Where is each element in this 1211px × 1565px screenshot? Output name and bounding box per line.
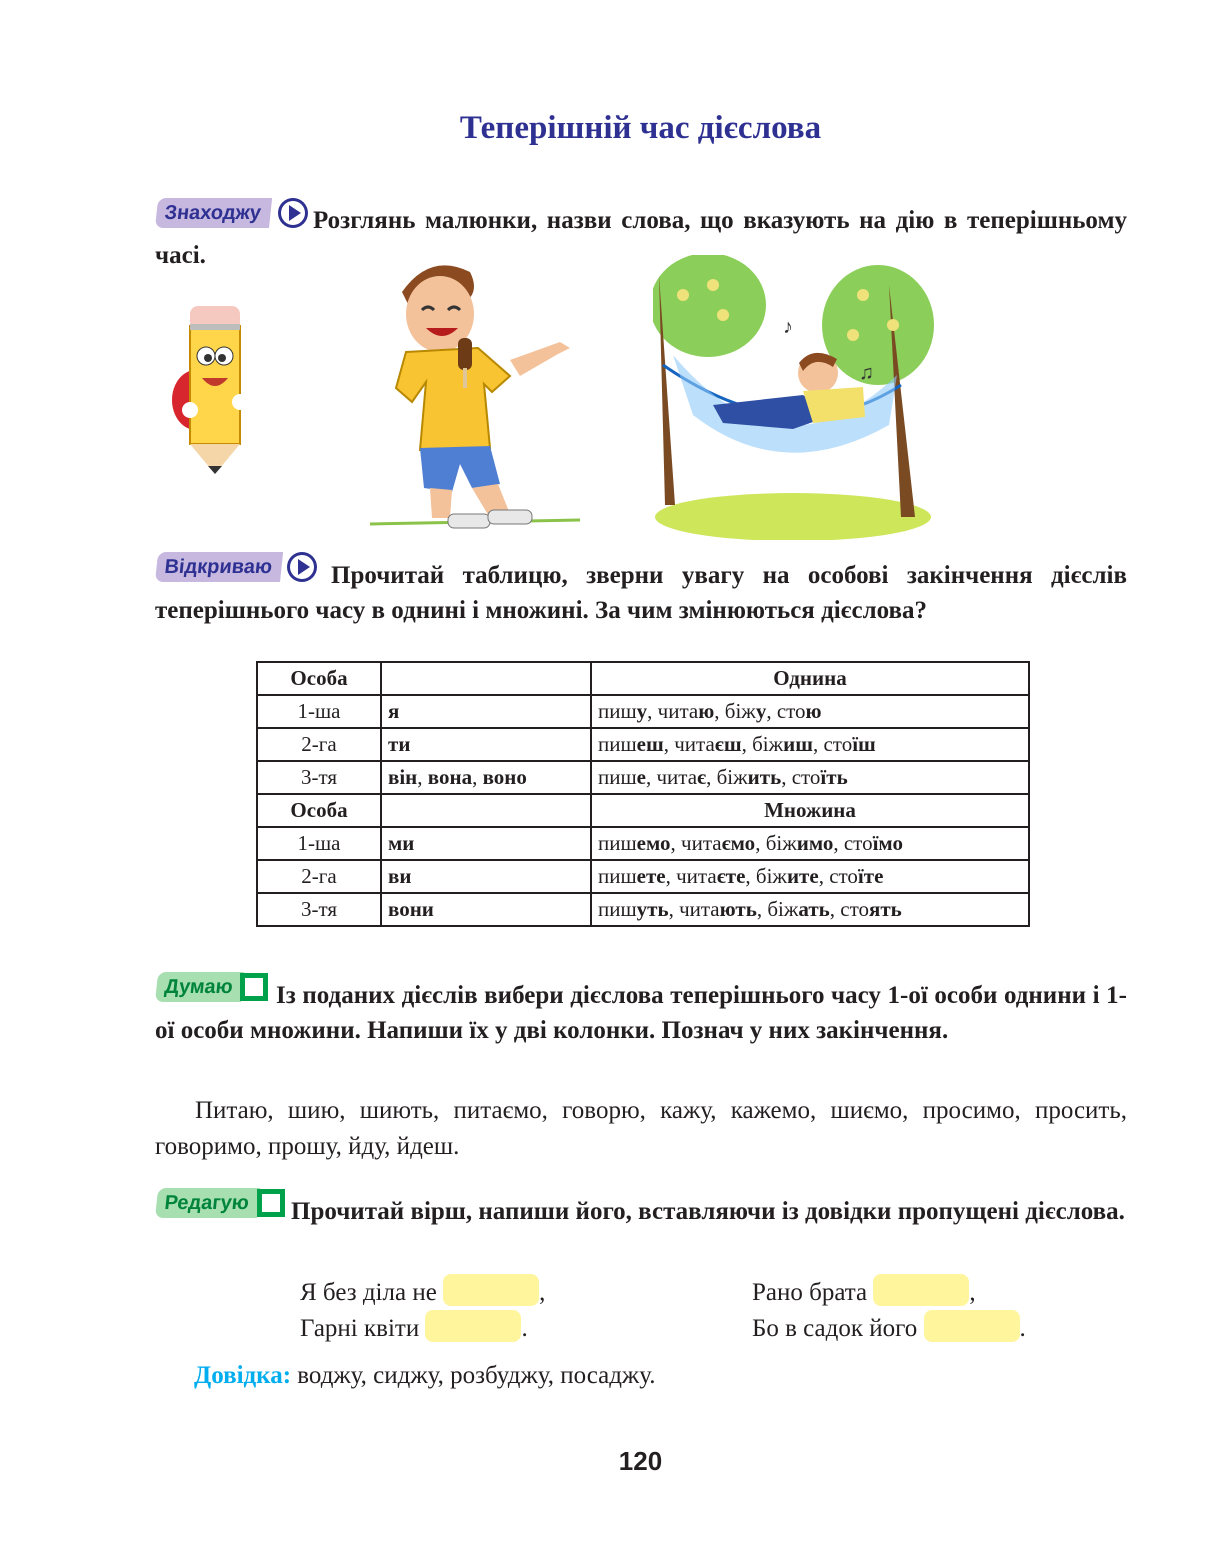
table-header-row xyxy=(257,662,1029,695)
verb-stem: біж xyxy=(716,765,748,789)
task-discover-text: Прочитай таблицю, зверни увагу на особові закінчення дієслів теперішнього часу в однині і множині. За чим змінюються дієслова? xyxy=(155,562,1127,624)
verb-stem: біж xyxy=(765,831,797,855)
page-number: 120 xyxy=(618,1446,663,1476)
verb-forms-cell: пишете, читаєте, біжите, стоїте xyxy=(591,860,1029,893)
task-edit-text: Прочитай вірш, напиши його, вставляючи із довідки пропущені дієслова. xyxy=(291,1198,1125,1225)
verb-ending: у xyxy=(755,699,767,723)
verb-stem: пиш xyxy=(598,831,637,855)
verb-ending: їте xyxy=(857,864,884,888)
pencil-character-illustration xyxy=(168,298,254,476)
svg-text:♪: ♪ xyxy=(783,316,793,338)
verb-stem: біж xyxy=(755,864,787,888)
poem-left-column xyxy=(300,1274,545,1346)
verb-ending: у xyxy=(636,699,648,723)
person-cell: 3-тя xyxy=(257,893,381,926)
verb-stem: пиш xyxy=(598,897,637,921)
verb-stem: чита xyxy=(681,831,722,855)
verb-forms-cell: пише, читає, біжить, стоїть xyxy=(591,761,1029,794)
verb-ending: еш xyxy=(636,732,664,756)
answer-blank[interactable] xyxy=(443,1274,539,1306)
section-badge-discover: Відкриваю xyxy=(155,552,284,582)
verb-ending: єте xyxy=(716,864,746,888)
poem-line: Бо в садок його . xyxy=(752,1310,1026,1346)
verb-stem: сто xyxy=(829,864,858,888)
verb-ending: їмо xyxy=(872,831,903,855)
poem-line: Я без діла не , xyxy=(300,1274,545,1310)
verb-ending: емо xyxy=(636,831,671,855)
svg-text:♫: ♫ xyxy=(859,362,874,384)
pronoun-cell: вони xyxy=(381,893,591,926)
person-cell: 1-ша xyxy=(257,827,381,860)
table-header-cell xyxy=(381,794,591,827)
verb-list-text: Питаю, шию, шиють, питаємо, говорю, кажу, кажемо, шиємо, просимо, просить, говоримо, прошу, йду, йдеш. xyxy=(155,1097,1127,1160)
verb-stem: сто xyxy=(840,897,869,921)
table-row xyxy=(257,761,1029,794)
verb-ending: ю xyxy=(698,699,715,723)
poem-line: Рано брата , xyxy=(752,1274,1026,1310)
section-badge-find: Знаходжу xyxy=(155,198,272,228)
poem-line: Гарні квіти . xyxy=(300,1310,545,1346)
verb-stem: сто xyxy=(776,699,806,723)
boy-with-ice-cream-illustration xyxy=(360,252,590,542)
pronoun-cell: ми xyxy=(381,827,591,860)
table-row xyxy=(257,860,1029,893)
verb-stem: чита xyxy=(657,699,699,723)
answer-blank[interactable] xyxy=(873,1274,969,1306)
pronoun-cell: я xyxy=(381,695,591,728)
person-cell: 2-га xyxy=(257,728,381,761)
hint-line xyxy=(194,1358,655,1393)
task-find-text: Розглянь малюнки, назви слова, що вказують на дію в теперішньому часі. xyxy=(155,207,1127,269)
verb-stem: сто xyxy=(791,765,821,789)
verb-stem: пиш xyxy=(598,699,637,723)
table-header-row xyxy=(257,794,1029,827)
verb-stem: пиш xyxy=(598,732,637,756)
verb-ending: уть xyxy=(636,897,669,921)
verb-ending: ать xyxy=(798,897,830,921)
table-row xyxy=(257,893,1029,926)
person-cell: 2-га xyxy=(257,860,381,893)
pronoun-cell: ти xyxy=(381,728,591,761)
person-cell: 1-ша xyxy=(257,695,381,728)
verb-ending: ємо xyxy=(721,831,756,855)
verb-ending: є xyxy=(697,765,707,789)
verb-stem: пиш xyxy=(598,864,637,888)
conjugation-table xyxy=(256,661,1030,927)
poem-right-column xyxy=(752,1274,1026,1346)
pronoun-cell: ви xyxy=(381,860,591,893)
verb-ending: имо xyxy=(796,831,834,855)
verb-ending: иш xyxy=(783,732,813,756)
answer-blank[interactable] xyxy=(425,1310,521,1342)
table-header-cell: Особа xyxy=(257,794,381,827)
verb-forms-cell: пишеш, читаєш, біжиш, стоїш xyxy=(591,728,1029,761)
verb-stem: сто xyxy=(843,831,873,855)
table-row xyxy=(257,728,1029,761)
verb-ending: ю xyxy=(805,699,822,723)
verb-stem: пиш xyxy=(598,765,637,789)
verb-stem: біж xyxy=(767,897,799,921)
section-badge-edit: Редагую xyxy=(155,1188,260,1218)
pronoun-word: воно xyxy=(482,765,527,789)
verb-ending: ите xyxy=(786,864,819,888)
verb-ending: єш xyxy=(714,732,742,756)
section-badge-think: Думаю xyxy=(155,972,244,1002)
verb-ending: ить xyxy=(747,765,782,789)
table-header-cell: Однина xyxy=(591,662,1029,695)
verb-stem: чита xyxy=(679,897,720,921)
page-title: Теперішній час дієслова xyxy=(459,110,822,146)
answer-blank[interactable] xyxy=(924,1310,1020,1342)
task-think-text: Із поданих дієслів вибери дієслова теперішнього часу 1-ої особи однини і 1-ої особи множини. Напиши їх у дві колонки. Познач у них закінчення. xyxy=(155,982,1127,1044)
pronoun-cell: він, вона, воно xyxy=(381,761,591,794)
verb-stem: сто xyxy=(823,732,853,756)
hint-text: воджу, сиджу, розбуджу, посаджу. xyxy=(297,1362,656,1389)
pronoun-word: він xyxy=(388,765,418,789)
verb-ending: ють xyxy=(719,897,757,921)
verb-ending: е xyxy=(636,765,646,789)
table-header-cell: Множина xyxy=(591,794,1029,827)
table-row xyxy=(257,827,1029,860)
verb-ending: їш xyxy=(852,732,876,756)
verb-ending: ете xyxy=(636,864,666,888)
verb-ending: їть xyxy=(820,765,848,789)
verb-stem: біж xyxy=(724,699,756,723)
verb-ending: ять xyxy=(869,897,902,921)
pronoun-word: вона xyxy=(427,765,473,789)
table-header-cell xyxy=(381,662,591,695)
verb-stem: біж xyxy=(752,732,784,756)
verb-forms-cell: пишу, читаю, біжу, стою xyxy=(591,695,1029,728)
verb-stem: чита xyxy=(656,765,698,789)
verb-stem: чита xyxy=(674,732,715,756)
verb-stem: чита xyxy=(676,864,717,888)
table-header-cell: Особа xyxy=(257,662,381,695)
person-cell: 3-тя xyxy=(257,761,381,794)
verb-forms-cell: пишемо, читаємо, біжимо, стоїмо xyxy=(591,827,1029,860)
table-row xyxy=(257,695,1029,728)
verb-forms-cell: пишуть, читають, біжать, стоять xyxy=(591,893,1029,926)
hammock-boy-illustration xyxy=(653,255,935,540)
hint-label: Довідка: xyxy=(194,1362,292,1389)
